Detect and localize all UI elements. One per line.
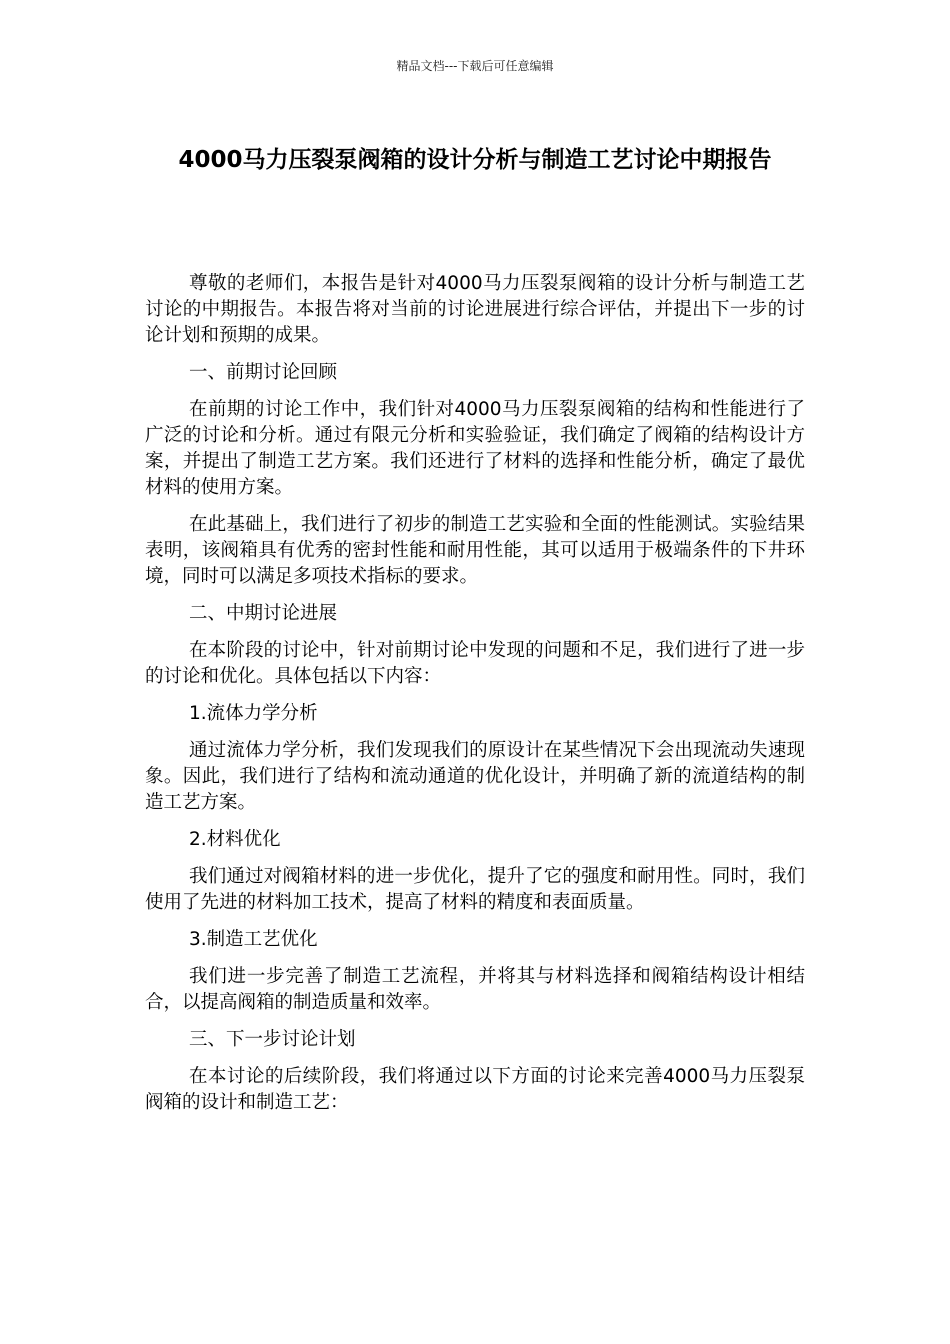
subsection-text-process: 我们进一步完善了制造工艺流程，并将其与材料选择和阀箱结构设计相结合，以提高阀箱的制造质量和效率。 [145,966,805,1013]
subsection-heading-process: 3.制造工艺优化 [189,929,318,950]
progress-intro-paragraph: 在本阶段的讨论中，针对前期讨论中发现的问题和不足，我们进行了进一步的讨论和优化。具体包括以下内容： [145,640,805,687]
document-title: 4000马力压裂泵阀箱的设计分析与制造工艺讨论中期报告 [178,147,772,173]
document-body [145,271,805,1127]
page-header-note: 精品文档---下载后可任意编辑 [396,59,554,73]
subsection-heading-fluid: 1.流体力学分析 [189,703,318,724]
subsection-heading-material: 2.材料优化 [189,829,281,850]
plan-intro-paragraph: 在本讨论的后续阶段，我们将通过以下方面的讨论来完善4000马力压裂泵阀箱的设计和制造工艺： [145,1066,805,1113]
review-paragraph-1: 在前期的讨论工作中，我们针对4000马力压裂泵阀箱的结构和性能进行了广泛的讨论和分析。通过有限元分析和实验验证，我们确定了阀箱的结构设计方案，并提出了制造工艺方案。我们还进行了材料的选择和性能分析，确定了最优材料的使用方案。 [145,399,805,498]
subsection-text-fluid: 通过流体力学分析，我们发现我们的原设计在某些情况下会出现流动失速现象。因此，我们进行了结构和流动通道的优化设计，并明确了新的流道结构的制造工艺方案。 [145,740,805,813]
subsection-text-material: 我们通过对阀箱材料的进一步优化，提升了它的强度和耐用性。同时，我们使用了先进的材料加工技术，提高了材料的精度和表面质量。 [145,866,805,913]
section-heading-review: 一、前期讨论回顾 [189,362,338,383]
intro-paragraph: 尊敬的老师们，本报告是针对4000马力压裂泵阀箱的设计分析与制造工艺讨论的中期报告。本报告将对当前的讨论进展进行综合评估，并提出下一步的讨论计划和预期的成果。 [145,273,805,346]
section-heading-plan: 三、下一步讨论计划 [189,1029,356,1050]
section-heading-progress: 二、中期讨论进展 [189,603,338,624]
review-paragraph-2: 在此基础上，我们进行了初步的制造工艺实验和全面的性能测试。实验结果表明，该阀箱具有优秀的密封性能和耐用性能，其可以适用于极端条件的下井环境，同时可以满足多项技术指标的要求。 [145,514,805,587]
